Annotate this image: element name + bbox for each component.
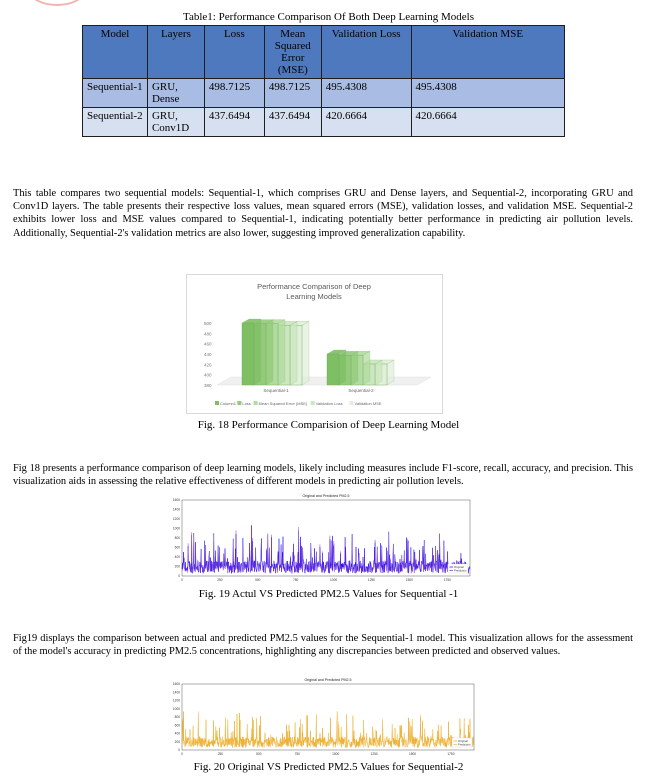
chart-title: Original and Predicted PM2.5 [304,678,352,682]
y-tick-label: 0 [178,574,180,579]
bar-side [278,320,285,385]
bar-side [387,360,394,385]
legend-swatch [311,401,315,405]
header-mse: Mean Squared Error (MSE) [264,26,321,79]
bar-side [302,321,309,385]
y-tick-label: 400 [174,731,180,736]
legend-label: Validation Loss [315,401,343,406]
x-tick-label: 1500 [405,578,413,582]
y-tick-label: 1200 [172,517,180,522]
y-tick-label: 200 [174,739,180,744]
legend-swatch [215,401,219,405]
y-tick-label: 480 [204,331,212,337]
legend-label: Validation MSE [354,401,382,406]
figure-20-chart [168,676,478,760]
y-tick-label: 460 [204,341,212,347]
cell-loss: 498.7125 [204,79,264,108]
x-tick-label: 1250 [367,578,376,582]
performance-table [82,25,565,137]
figure-18-chart [186,274,443,414]
line-chart-svg [168,676,478,760]
y-tick-label: 420 [204,362,212,368]
legend-label: Loss [242,401,251,406]
paragraph-fig18-description: Fig 18 presents a performance comparison of deep learning models, likely including measures include F1-score, recall, accuracy, and precision. This visualization aids in assessing the relative effectiveness of different models in predicting air pollution levels. [13,463,633,488]
legend-label: Mean Squared Error (MSE) [258,401,308,406]
x-tick-label: 1000 [330,578,338,582]
x-tick-label: 750 [294,752,300,756]
cell-validation-loss: 495.4308 [321,79,411,108]
y-tick-label: 200 [174,564,180,569]
y-tick-label: 600 [174,723,180,728]
bar-side [351,351,358,385]
y-tick-label: 0 [178,748,180,753]
legend-label: Column1 [220,401,237,406]
x-tick-label: 250 [217,578,223,582]
header-model: Model [83,26,148,79]
x-tick-label: 500 [255,578,261,582]
y-tick-label: 800 [174,715,180,720]
legend-label: Prediction [454,568,467,573]
cell-layers: GRU, Dense [147,79,204,108]
table-header-row [83,26,565,79]
cell-mse: 498.7125 [264,79,321,108]
x-tick-label: 1000 [332,752,340,756]
header-layers: Layers [147,26,204,79]
paragraph-fig19-description: Fig19 displays the comparison between actual and predicted PM2.5 values for the Sequential-1 model. This visualization allows for the assessment of the model's accuracy in predicting PM2.5 concentrations, highlighting any discrepancies between predicted and observed values. [13,633,633,658]
y-tick-label: 380 [204,383,212,388]
y-tick-label: 1400 [172,507,180,512]
x-tick-label: Sequential-2 [348,388,374,393]
bar-side [339,350,346,385]
y-tick-label: 800 [174,536,180,541]
y-tick-label: 440 [204,352,212,357]
chart-title: Original and Predicted PM2.5 [302,494,350,498]
figure-20-caption: Fig. 20 Original VS Predicted PM2.5 Values for Sequential-2 [193,761,464,773]
x-tick-label: 0 [181,578,183,582]
y-tick-label: 500 [204,321,212,326]
bar-side [290,321,297,385]
chart-title-line-2: Learning Models [286,292,342,301]
logo-fragment [30,0,84,6]
bar-side [254,319,261,385]
y-tick-label: 600 [174,545,180,550]
legend-label: Original [458,739,468,743]
legend-swatch [237,401,241,405]
y-tick-label: 400 [204,372,212,378]
legend-label: Original [454,565,464,569]
cell-mse: 437.6494 [264,108,321,137]
cell-validation-loss: 420.6664 [321,108,411,137]
x-tick-label: 750 [293,578,299,582]
legend-label: Prediction [458,742,471,747]
legend-swatch [350,401,354,405]
bar-chart-svg [187,275,442,413]
bar [327,354,339,385]
y-tick-label: 1600 [172,682,180,687]
table-title: Table1: Performance Comparison Of Both Deep Learning Models [183,11,474,23]
figure-19-chart [170,492,474,584]
bar-side [375,360,382,385]
y-tick-label: 1200 [172,698,180,703]
table-row [83,79,565,108]
table-row [83,108,565,137]
header-loss: Loss [204,26,264,79]
legend-swatch [254,401,258,405]
cell-model: Sequential-1 [83,79,148,108]
x-tick-label: Sequential-1 [263,388,289,393]
x-tick-label: 1250 [370,752,378,756]
cell-model: Sequential-2 [83,108,148,137]
figure-19-caption: Fig. 19 Actul VS Predicted PM2.5 Values for Sequential -1 [198,588,459,600]
x-tick-label: 1750 [447,752,455,756]
x-tick-label: 250 [217,752,224,756]
line-chart-svg [170,492,474,584]
x-tick-label: 1750 [443,578,451,582]
x-tick-label: 500 [256,752,262,756]
cell-layers: GRU, Conv1D [147,108,204,137]
x-tick-label: 1500 [408,752,417,756]
cell-validation-mse: 495.4308 [411,79,564,108]
figure-18-caption: Fig. 18 Performance Comparision of Deep Learning Model [197,419,460,431]
header-validation-loss: Validation Loss [321,26,411,79]
chart-title-line-1: Performance Comparison of Deep [257,282,371,291]
y-tick-label: 1000 [172,706,180,711]
bar [242,323,254,385]
cell-validation-mse: 420.6664 [411,108,564,137]
x-tick-label: 0 [181,752,183,756]
header-validation-mse: Validation MSE [411,26,564,79]
y-tick-label: 1600 [172,498,180,503]
y-tick-label: 1400 [172,690,180,695]
y-tick-label: 1000 [172,526,180,531]
bar-side [363,351,370,385]
bar-side [266,320,273,385]
y-tick-label: 400 [174,555,180,560]
cell-loss: 437.6494 [204,108,264,137]
paragraph-table-description: This table compares two sequential models: Sequential-1, which comprises GRU and Dense layers, and Sequential-2, incorporating GRU and Conv1D layers. The table presents their respective loss values, mean squared errors (MSE), validation losses, and validation MSE. Sequential-2 exhibits lower loss and MSE values compared to Sequential-1, indicating potentially better performance in predicting air pollution levels. Additionally, Sequential-2's validation metrics are also lower, suggesting improved generalization capability. [13,188,633,239]
